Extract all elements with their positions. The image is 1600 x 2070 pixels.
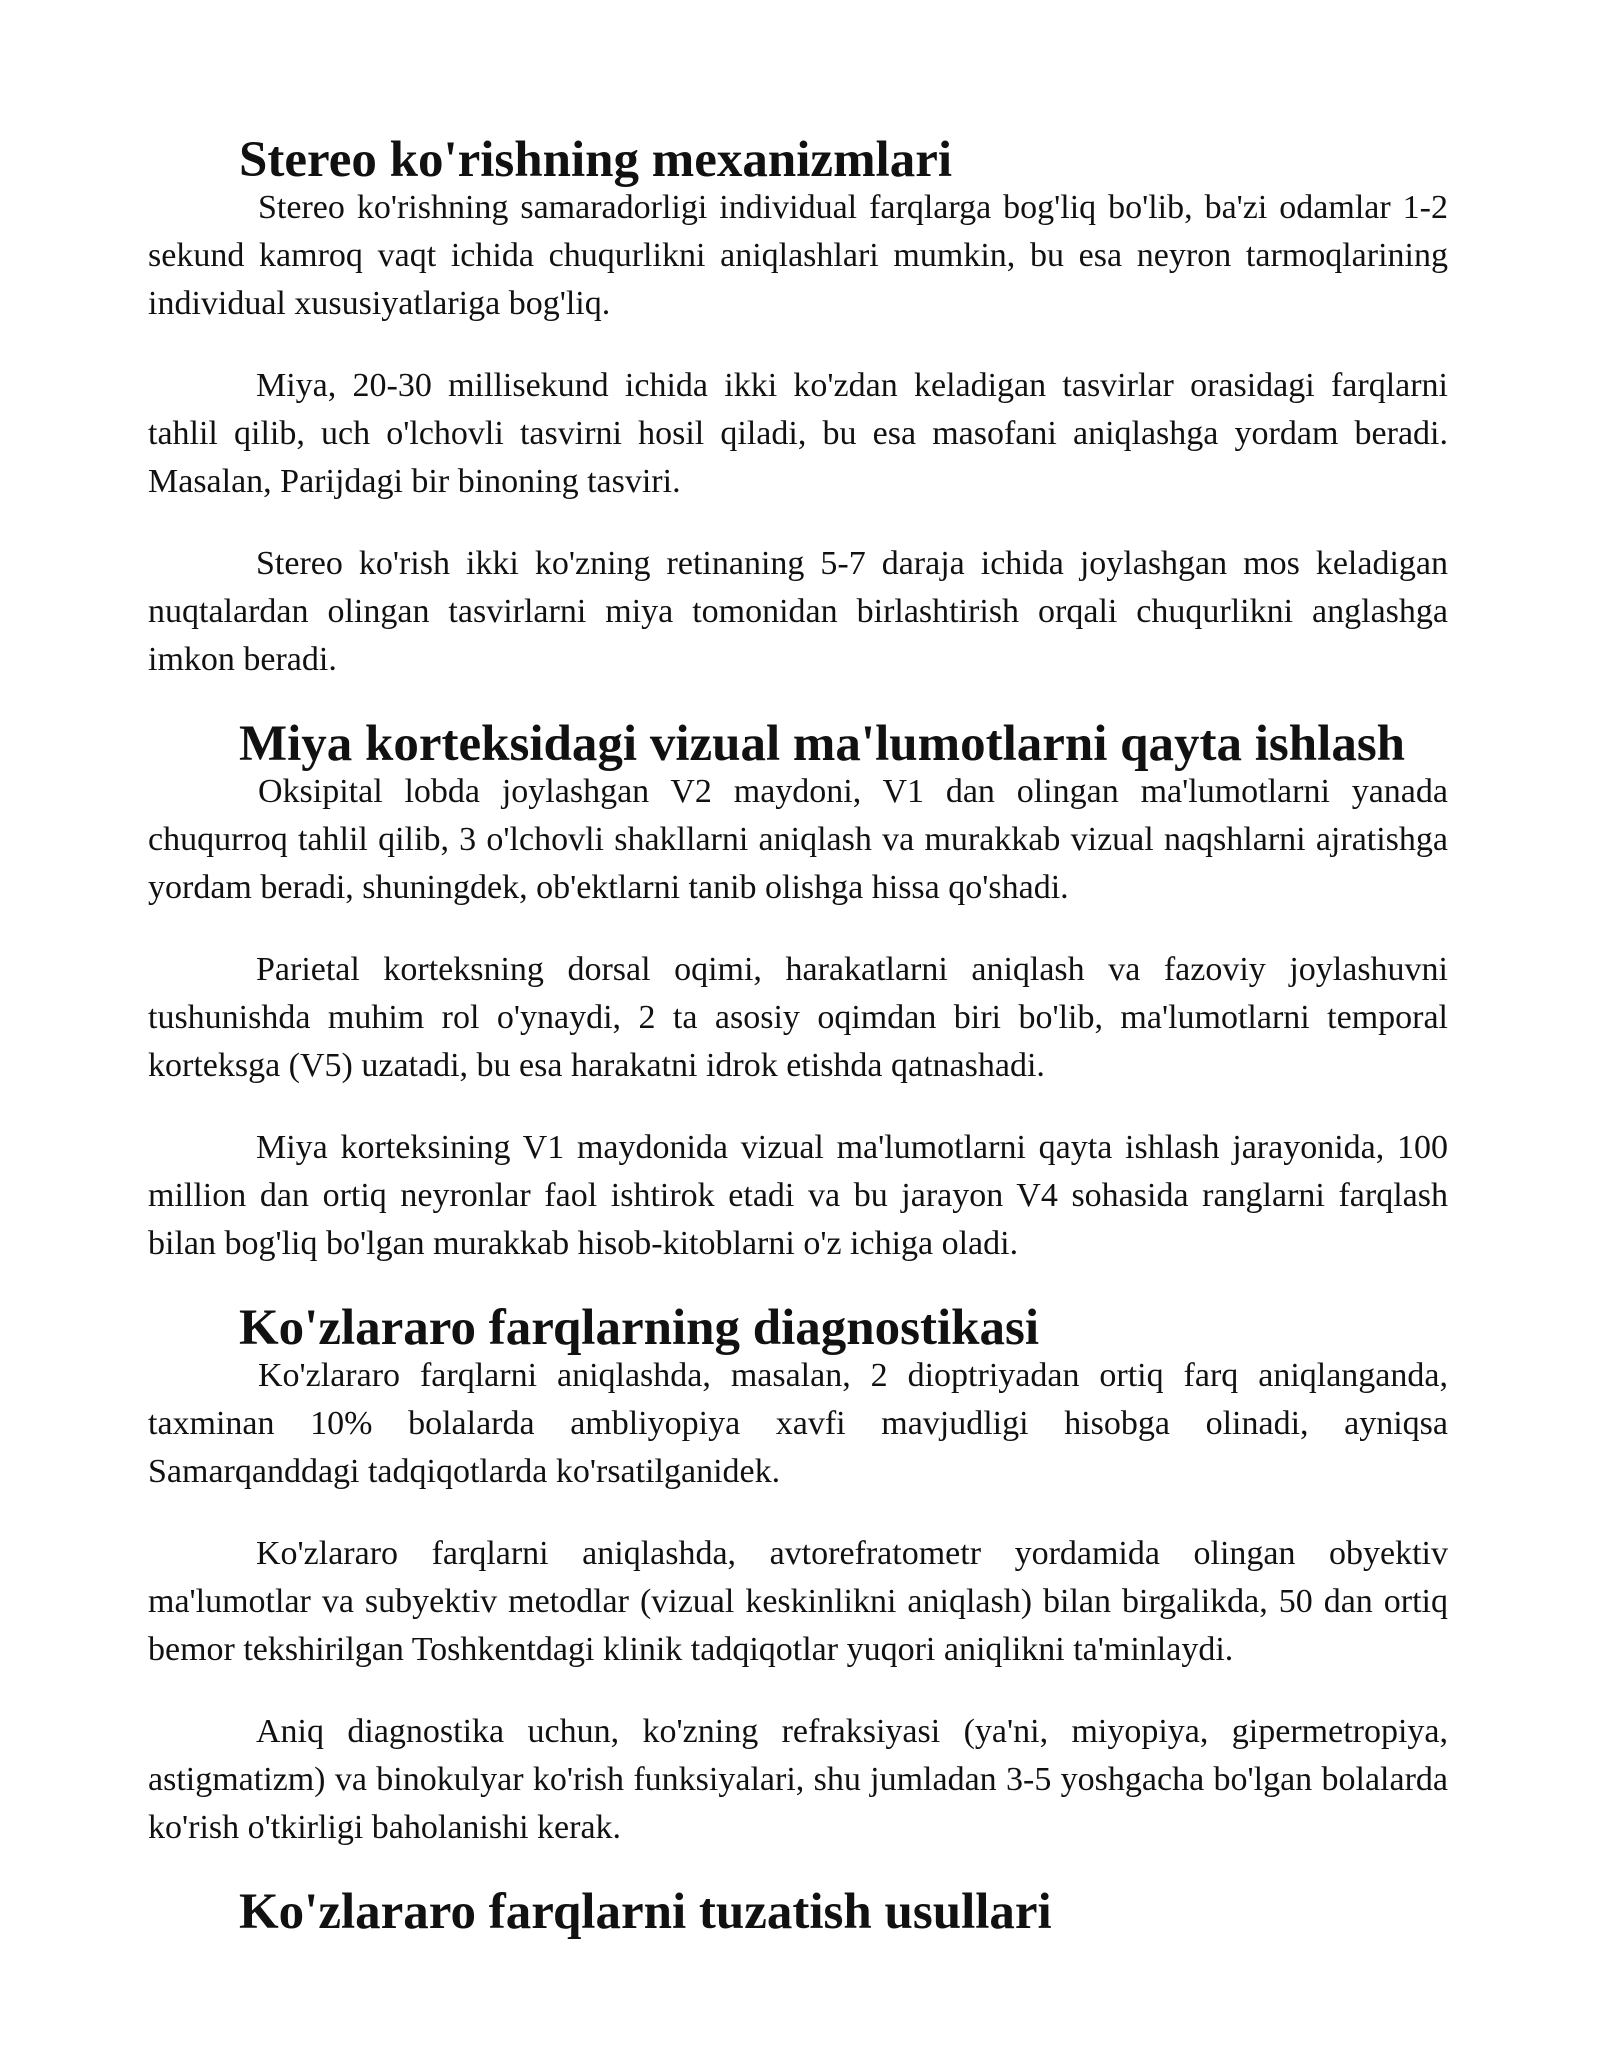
paragraph: Miya korteksining V1 maydonida vizual ma'lumotlarni qayta ishlash jarayonida, 100 million dan ortiq neyronlar faol ishtirok etadi va bu jarayon V4 sohasida ranglarni farqlash bilan bog'liq bo'lgan murakkab hisob-kitoblarni o'z ichiga oladi. — [148, 1129, 1448, 1262]
paragraph: Stereo ko'rish ikki ko'zning retinaning 5-7 daraja ichida joylashgan mos keladigan nuqtalardan olingan tasvirlarni miya tomonidan birlashtirish orqali chuqurlikni anglashga imkon beradi. — [148, 545, 1448, 678]
document-page — [148, 132, 1448, 1940]
section-heading-cortex: Miya korteksidagi vizual ma'lumotlarni qayta ishlash — [239, 716, 1406, 772]
section-heading-stereo: Stereo ko'rishning mexanizmlari — [239, 132, 953, 188]
paragraph: Parietal korteksning dorsal oqimi, harakatlarni aniqlash va fazoviy joylashuvni tushunishda muhim rol o'ynaydi, 2 ta asosiy oqimdan biri bo'lib, ma'lumotlarni temporal korteksga (V5) uzatadi, bu esa harakatni idrok etishda qatnashadi. — [148, 951, 1448, 1084]
paragraph: Ko'zlararo farqlarni aniqlashda, masalan, 2 dioptriyadan ortiq farq aniqlanganda, taxminan 10% bolalarda ambliyopiya xavfi mavjudligi hisobga olinadi, ayniqsa Samarqanddagi tadqiqotlarda ko'rsatilganidek. — [148, 1357, 1448, 1490]
paragraph: Aniq diagnostika uchun, ko'zning refraksiyasi (ya'ni, miyopiya, gipermetropiya, astigmatizm) va binokulyar ko'rish funksiyalari, shu jumladan 3-5 yoshgacha bo'lgan bolalarda ko'rish o'tkirligi baholanishi kerak. — [148, 1713, 1448, 1846]
paragraph: Ko'zlararo farqlarni aniqlashda, avtorefratometr yordamida olingan obyektiv ma'lumotlar va subyektiv metodlar (vizual keskinlikni aniqlash) bilan birgalikda, 50 dan ortiq bemor tekshirilgan Toshkentdagi klinik tadqiqotlar yuqori aniqlikni ta'minlaydi. — [148, 1535, 1448, 1668]
paragraph: Stereo ko'rishning samaradorligi individual farqlarga bog'liq bo'lib, ba'zi odamlar 1-2 sekund kamroq vaqt ichida chuqurlikni aniqlashlari mumkin, bu esa neyron tarmoqlarining individual xususiyatlariga bog'liq. — [148, 189, 1448, 322]
paragraph: Miya, 20-30 millisekund ichida ikki ko'zdan keladigan tasvirlar orasidagi farqlarni tahlil qilib, uch o'lchovli tasvirni hosil qiladi, bu esa masofani aniqlashga yordam beradi. Masalan, Parijdagi bir binoning tasviri. — [148, 367, 1448, 500]
section-heading-correction: Ko'zlararo farqlarni tuzatish usullari — [239, 1884, 1052, 1940]
section-heading-diagnostics: Ko'zlararo farqlarning diagnostikasi — [239, 1300, 1040, 1356]
paragraph: Oksipital lobda joylashgan V2 maydoni, V1 dan olingan ma'lumotlarni yanada chuqurroq tahlil qilib, 3 o'lchovli shakllarni aniqlash va murakkab vizual naqshlarni ajratishga yordam beradi, shuningdek, ob'ektlarni tanib olishga hissa qo'shadi. — [148, 773, 1448, 906]
